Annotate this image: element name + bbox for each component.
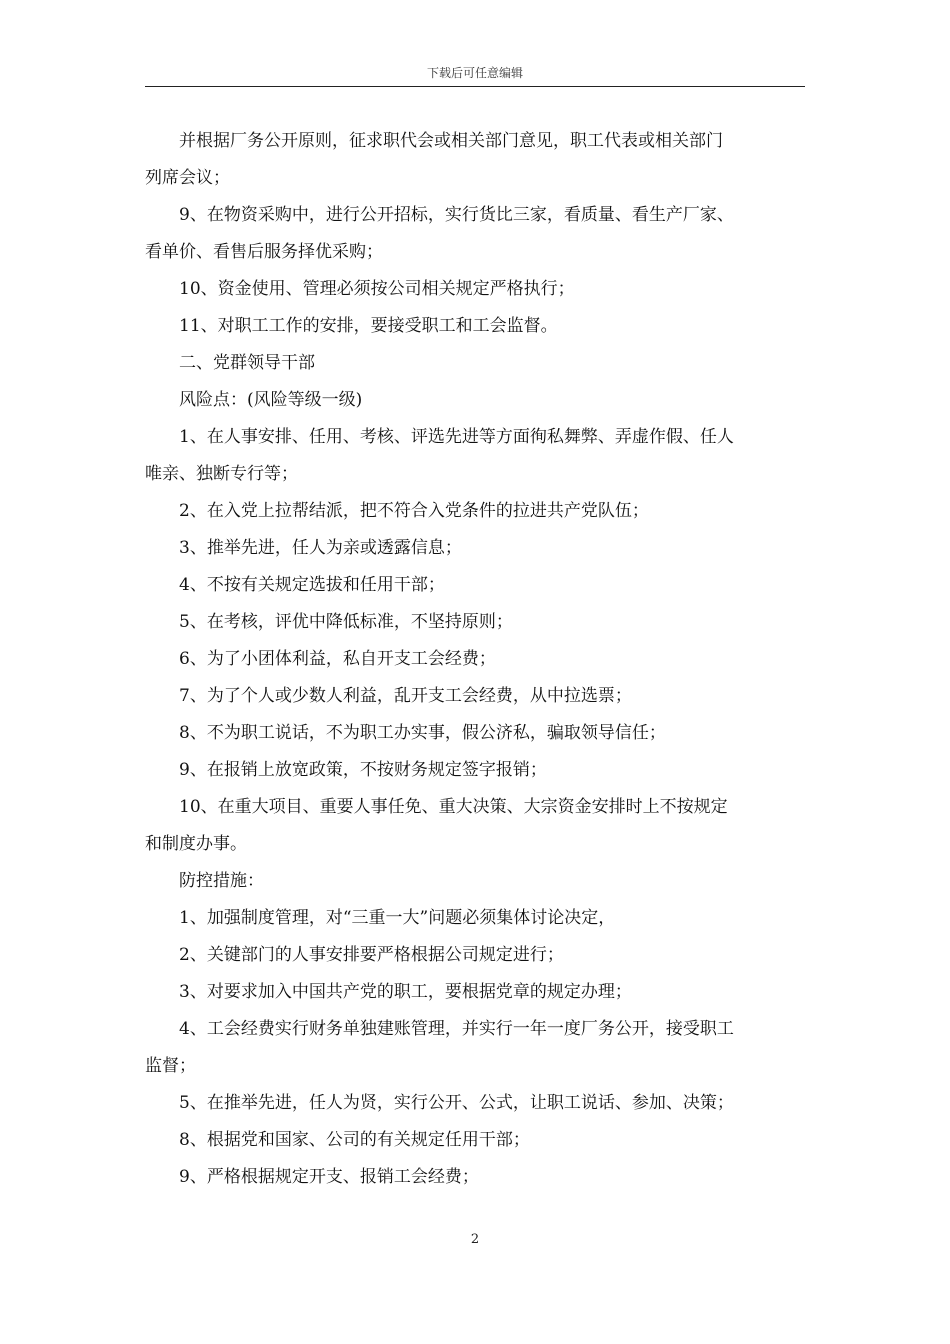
document-body bbox=[145, 123, 809, 1196]
text-line: 唯亲、独断专行等； bbox=[145, 464, 298, 484]
text-line: 风险点：(风险等级一级) bbox=[179, 390, 363, 410]
text-line: 防控措施： bbox=[179, 871, 264, 891]
text-line: 8、不为职工说话，不为职工办实事，假公济私，骗取领导信任； bbox=[179, 723, 666, 743]
text-line: 9、严格根据规定开支、报销工会经费； bbox=[179, 1167, 479, 1187]
text-line: 9、在物资采购中，进行公开招标，实行货比三家，看质量、看生产厂家、 bbox=[179, 205, 734, 225]
text-line: 2、在入党上拉帮结派，把不符合入党条件的拉进共产党队伍； bbox=[179, 501, 649, 521]
text-line: 3、推举先进，任人为亲或透露信息； bbox=[179, 538, 462, 558]
text-line: 并根据厂务公开原则，征求职代会或相关部门意见，职工代表或相关部门 bbox=[179, 131, 723, 151]
page-header: 下载后可任意编辑 bbox=[426, 66, 523, 80]
text-line: 和制度办事。 bbox=[145, 834, 247, 854]
text-line: 10、在重大项目、重要人事任免、重大决策、大宗资金安排时上不按规定 bbox=[179, 797, 728, 817]
text-line: 看单价、看售后服务择优采购； bbox=[145, 242, 383, 262]
text-line: 列席会议； bbox=[145, 168, 230, 188]
text-line: 11、对职工工作的安排，要接受职工和工会监督。 bbox=[179, 316, 558, 336]
text-line: 6、为了小团体利益，私自开支工会经费； bbox=[179, 649, 496, 669]
text-line: 4、不按有关规定选拔和任用干部； bbox=[179, 575, 445, 595]
text-line: 9、在报销上放宽政策，不按财务规定签字报销； bbox=[179, 760, 547, 780]
text-line: 4、工会经费实行财务单独建账管理，并实行一年一度厂务公开，接受职工 bbox=[179, 1019, 734, 1039]
text-line: 5、在考核，评优中降低标准，不坚持原则； bbox=[179, 612, 513, 632]
text-line: 1、在人事安排、任用、考核、评选先进等方面徇私舞弊、弄虚作假、任人 bbox=[179, 427, 734, 447]
text-line: 1、加强制度管理，对“三重一大”问题必须集体讨论决定， bbox=[179, 908, 616, 928]
header-divider bbox=[145, 86, 805, 87]
page-number: 2 bbox=[470, 1232, 480, 1247]
text-line: 8、根据党和国家、公司的有关规定任用干部； bbox=[179, 1130, 530, 1150]
text-line: 2、关键部门的人事安排要严格根据公司规定进行； bbox=[179, 945, 564, 965]
text-line: 3、对要求加入中国共产党的职工，要根据党章的规定办理； bbox=[179, 982, 632, 1002]
text-line: 10、资金使用、管理必须按公司相关规定严格执行； bbox=[179, 279, 575, 299]
text-line: 5、在推举先进，任人为贤，实行公开、公式，让职工说话、参加、决策； bbox=[179, 1093, 734, 1113]
text-line: 监督； bbox=[145, 1056, 196, 1076]
text-line: 7、为了个人或少数人利益，乱开支工会经费，从中拉选票； bbox=[179, 686, 632, 706]
text-line: 二、党群领导干部 bbox=[179, 353, 315, 373]
